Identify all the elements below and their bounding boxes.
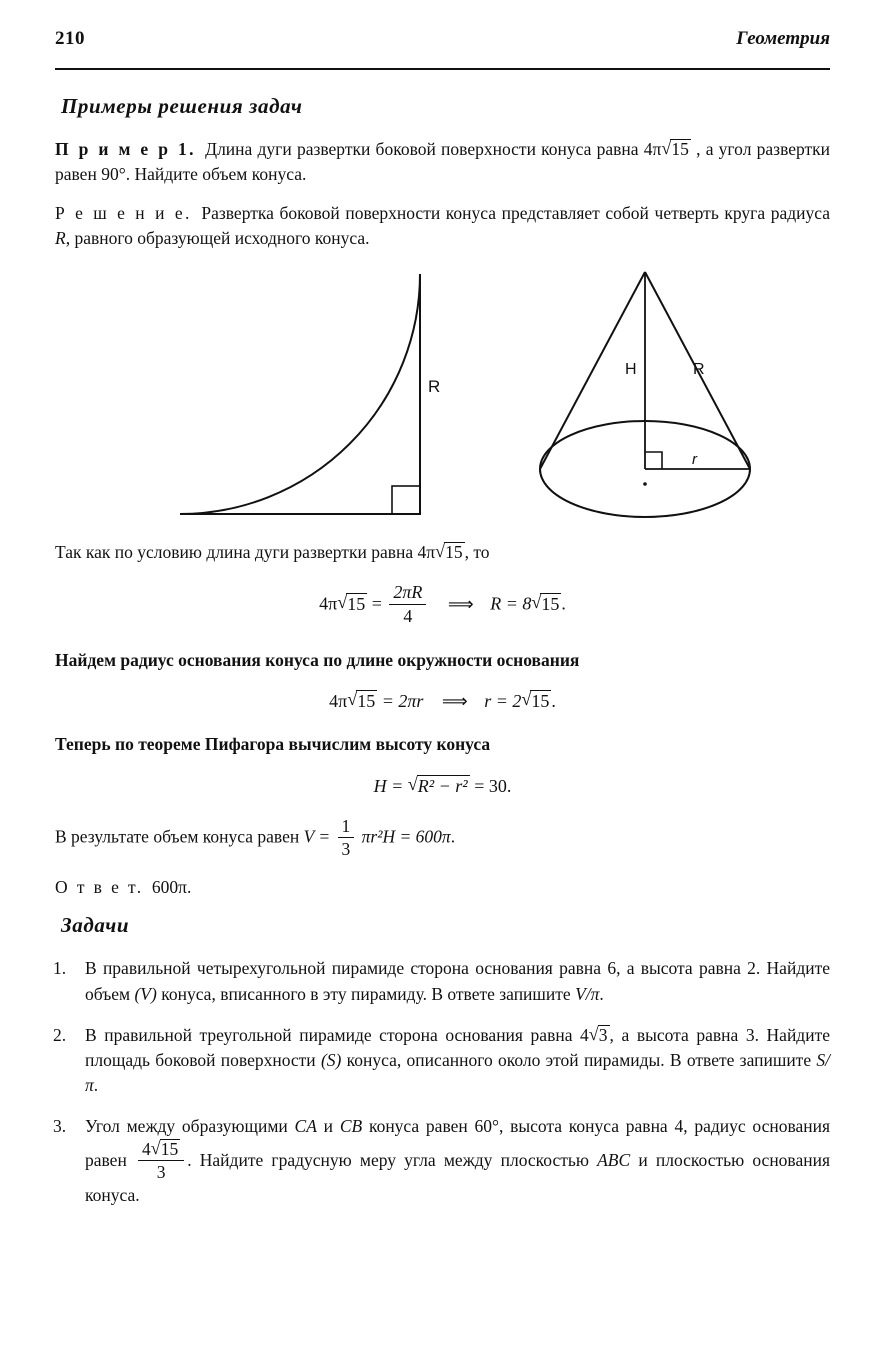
eq2-period: . xyxy=(551,691,556,712)
cone-radius-label: r xyxy=(692,451,697,469)
arc-length-expression: 4π √ 15 xyxy=(417,542,464,562)
sector-svg xyxy=(170,264,460,529)
task-2-text-c: конуса, описанного около этой пирамиды. В ответе запишите xyxy=(346,1049,812,1070)
task-1-text-c: . xyxy=(599,983,604,1004)
eq1-implies-arrow: ⟹ xyxy=(447,593,472,614)
solution-text-2: , равного образующей исходного конуса. xyxy=(65,227,370,248)
figure-cone xyxy=(525,264,765,534)
task-2-variable-S: (S) xyxy=(320,1049,342,1070)
task-3-variable-CA: CA xyxy=(294,1116,317,1137)
eq3-lhs: H = xyxy=(373,776,404,797)
task-3-text-b: конуса равен 60°, высота конуса равна 4, радиус основания равен xyxy=(85,1116,831,1170)
task-3-variable-ABC: ABC xyxy=(597,1149,631,1170)
task-1-text-a: В правильной четырехугольной пирамиде сторона основания равна 6, а высота равна 2. Найдите объем xyxy=(85,958,830,1004)
eq2-rhs-radicand: 15 xyxy=(531,691,550,712)
task-2-text-a: В правильной треугольной пирамиде сторона основания равна xyxy=(85,1024,573,1045)
example-statement-angle: 90° xyxy=(101,163,126,184)
example-statement-text-2: , а угол развертки равен xyxy=(55,139,831,184)
task-3-number: 3. xyxy=(53,1116,67,1137)
cone-height-label: H xyxy=(625,361,637,379)
cone-svg xyxy=(525,264,765,529)
arc-length-text xyxy=(55,540,830,565)
task-1-number: 1. xyxy=(53,958,67,979)
example-statement-text-1: Длина дуги развертки боковой поверхности конуса равна xyxy=(205,139,639,159)
eq1-lhs-coefficient: 4π xyxy=(319,593,338,614)
sector-outline xyxy=(180,274,420,514)
eq4-lhs: V = xyxy=(303,826,331,847)
eq2-rhs: r = 2 xyxy=(484,691,522,712)
figures-row xyxy=(55,264,830,532)
sector-radius-label: R xyxy=(428,377,441,397)
chapter-title: Геометрия xyxy=(736,28,830,49)
eq4-expression: πr²H = 600π xyxy=(361,826,451,847)
eq1-rhs-radicand: 15 xyxy=(541,593,560,614)
figure-sector-development xyxy=(170,264,460,534)
task-3-fraction-numerator: 4 √ 15 xyxy=(138,1139,184,1161)
arc-length-text-2: , то xyxy=(464,542,490,563)
task-3-fraction xyxy=(138,1139,184,1183)
solution-text-1: Развертка боковой поверхности конуса представляет собой четверть круга радиуса xyxy=(201,202,830,223)
example-solution xyxy=(55,201,830,251)
eq3-radicand: R² − r² xyxy=(417,776,468,797)
eq2-equals-rhs: = 2πr xyxy=(381,691,424,712)
task-3-fraction-denominator: 3 xyxy=(138,1160,184,1182)
arc-length-text-1: Так как по условию длина дуги развертки равна xyxy=(55,542,414,563)
task-3-variable-CB: CB xyxy=(339,1116,363,1137)
task-2-text-b: , а высота равна 3. Найдите площадь боковой поверхности xyxy=(85,1024,830,1070)
volume-text: В результате объем конуса равен xyxy=(55,826,300,847)
cone-right-angle-marker xyxy=(645,452,662,469)
example-statement-text-3: . Найдите объем конуса. xyxy=(125,163,307,184)
cone-hidden-arc xyxy=(540,469,750,517)
page-header xyxy=(55,28,830,70)
cone-center-dot xyxy=(643,483,647,487)
page-number: 210 xyxy=(55,28,85,49)
right-angle-marker xyxy=(392,486,420,514)
eq2-lhs-radicand: 15 xyxy=(357,691,376,712)
task-2-number: 2. xyxy=(53,1024,67,1045)
example-statement xyxy=(55,137,830,187)
radius-text: Найдем радиус основания конуса по длине окружности основания xyxy=(55,649,580,670)
solution-variable-R: R xyxy=(55,227,66,248)
eq4-fraction-numerator: 1 xyxy=(341,816,351,837)
eq1-rhs: R = 8 xyxy=(490,593,532,614)
eq1-fraction-numerator: 2πR xyxy=(393,582,423,603)
examples-section-title: Примеры решения задач xyxy=(61,94,303,118)
task-item-2 xyxy=(53,1023,831,1099)
eq4-period: . xyxy=(450,826,456,847)
pythagoras-text: Теперь по теореме Пифагора вычислим высоту конуса xyxy=(55,734,491,755)
answer-value: 600π. xyxy=(151,876,192,897)
example-statement-expression: 4π √ 15 xyxy=(644,139,696,159)
answer-label: О т в е т. xyxy=(55,876,144,897)
task-item-1 xyxy=(53,956,830,1006)
eq1-lhs-radicand: 15 xyxy=(347,593,366,614)
equation-2 xyxy=(55,690,830,712)
eq1-fraction-denominator: 4 xyxy=(389,604,426,627)
equation-3 xyxy=(55,775,830,797)
task-item-3 xyxy=(53,1114,831,1208)
eq1-period: . xyxy=(561,593,566,614)
solution-label: Р е ш е н и е. xyxy=(55,202,192,223)
task-2-expression: 4 √ 3 xyxy=(580,1025,610,1045)
page-content xyxy=(55,80,830,1224)
tasks-section-title: Задачи xyxy=(61,913,130,938)
eq4-fraction xyxy=(338,816,355,859)
volume-text-line xyxy=(55,817,830,860)
eq1-fraction xyxy=(389,582,426,626)
task-1-variable-V: (V) xyxy=(134,983,157,1004)
eq4-fraction-denominator: 3 xyxy=(338,837,355,859)
answer-line xyxy=(55,875,830,900)
task-3-conjunction: и xyxy=(323,1116,334,1137)
tasks-list xyxy=(55,956,830,1208)
task-1-text-b: конуса, вписанного в эту пирамиду. В ответе запишите xyxy=(161,983,571,1004)
task-3-text-a: Угол между образующими xyxy=(85,1116,288,1137)
equation-1 xyxy=(55,583,830,627)
cone-slant-label: R xyxy=(693,361,705,379)
eq3-rhs: = 30. xyxy=(474,776,512,797)
task-2-variable-ratio: S/π xyxy=(85,1049,831,1096)
example-label: П р и м е р 1. xyxy=(55,139,196,159)
eq2-lhs-coefficient: 4π xyxy=(329,691,348,712)
eq2-implies-arrow: ⟹ xyxy=(441,691,466,712)
task-3-text-c: . Найдите градусную меру угла между плоскостью xyxy=(187,1149,589,1170)
task-3-text-d: и плоскостью основания конуса. xyxy=(85,1149,831,1206)
task-1-variable-ratio: V/π xyxy=(575,983,600,1004)
task-2-text-d: . xyxy=(93,1075,99,1096)
eq1-equals: = xyxy=(371,593,382,614)
